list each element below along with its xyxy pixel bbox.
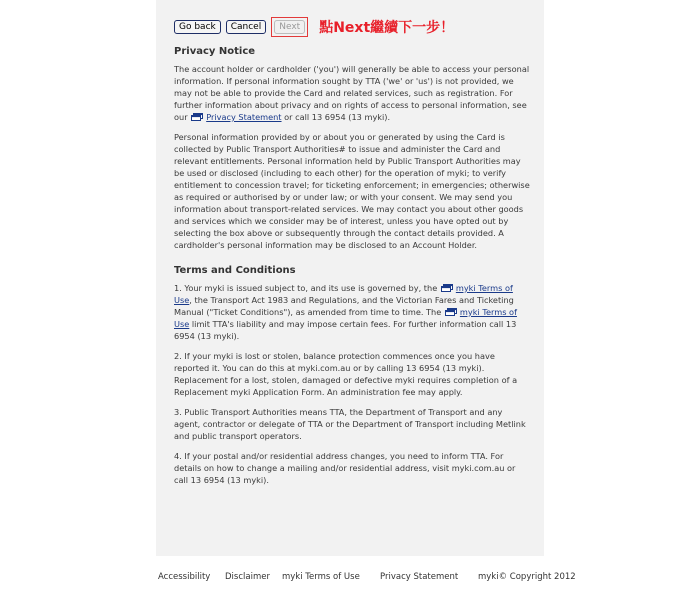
privacy-heading: Privacy Notice (174, 46, 256, 57)
terms-item-4: 4. If your postal and/or residential address changes, you need to inform TTA. For details on how to change a mailing and/or residential address, visit myki.com.au or call 13 6954 (13 myki). (174, 451, 516, 485)
next-annotation: 點Next繼續下一步！ (319, 20, 455, 36)
footer-links (158, 572, 576, 586)
terms-item-3: 3. Public Transport Authorities means TTA, the Department of Transport and any agent, contractor or delegate of TTA or the Department of Transport including Metlink and public transport operators. (174, 407, 526, 441)
external-window-icon (441, 284, 453, 292)
next-button[interactable]: Next (274, 20, 305, 34)
myki-terms-link-1[interactable]: myki Terms of Use (174, 283, 513, 305)
privacy-paragraph-2: Personal information provided by or about you or generated by using the Card is collected by Public Transport Authorities# to issue and administer the Card and relevant entitlements. Personal information held by Public Transport Authorities may be used or disclosed (including to each other) for the operation of myki; to verify entitlement to concession travel; for ticketing enforcement; in emergencies; otherwise as required or authorised by or under law; or with your consent. We may send you information about transport-related services. We may contact you about other goods and services which we consider may be of interest, unless you have opted out by selecting the box above or subsequently through the contact details provided. A cardholder's personal information may be disclosed to an Account Holder. (174, 132, 530, 250)
external-window-icon (191, 113, 203, 121)
go-back-button[interactable]: Go back (174, 20, 221, 34)
footer-accessibility-link[interactable]: Accessibility (158, 572, 211, 582)
terms-item-1: 1. Your myki is issued subject to, and its use is governed by, the myki Terms of Use, the Transport Act 1983 and Regulations, and the Victorian Fares and Ticketing Manual ("Ticket Conditions"), as amended from time to time. The myki Terms of Use limit TTA's liability and may impose certain fees. For further information call 13 6954 (13 myki). (174, 283, 517, 341)
myki-terms-link-2[interactable]: myki Terms of Use (174, 307, 517, 329)
notice-content (174, 46, 530, 494)
privacy-paragraph-1: The account holder or cardholder ('you') will generally be able to access your personal information. If personal information sought by TTA ('we' or 'us') is not provided, we may not be able to provide the Card and related services, such as registration. For further information about privacy and on rights of access to personal information, see our Privacy Statement or call 13 6954 (13 myki). (174, 64, 530, 122)
cancel-button[interactable]: Cancel (226, 20, 267, 34)
footer-disclaimer-link[interactable]: Disclaimer (225, 572, 270, 582)
footer-copyright: myki© Copyright 2012 (478, 572, 576, 582)
footer-privacy-link[interactable]: Privacy Statement (380, 572, 459, 582)
next-button-highlight (271, 17, 308, 37)
footer-terms-link[interactable]: myki Terms of Use (282, 572, 360, 582)
external-window-icon (445, 308, 457, 316)
terms-item-2: 2. If your myki is lost or stolen, balance protection commences once you have reported it. You can do this at myki.com.au or by calling 13 6954 (13 myki). Replacement for a lost, stolen, damaged or defective myki requires completion of a Replacement myki Application Form. An administration fee may apply. (174, 351, 518, 397)
form-toolbar (174, 16, 454, 38)
terms-heading: Terms and Conditions (174, 265, 296, 276)
privacy-statement-link[interactable]: Privacy Statement (206, 112, 282, 122)
